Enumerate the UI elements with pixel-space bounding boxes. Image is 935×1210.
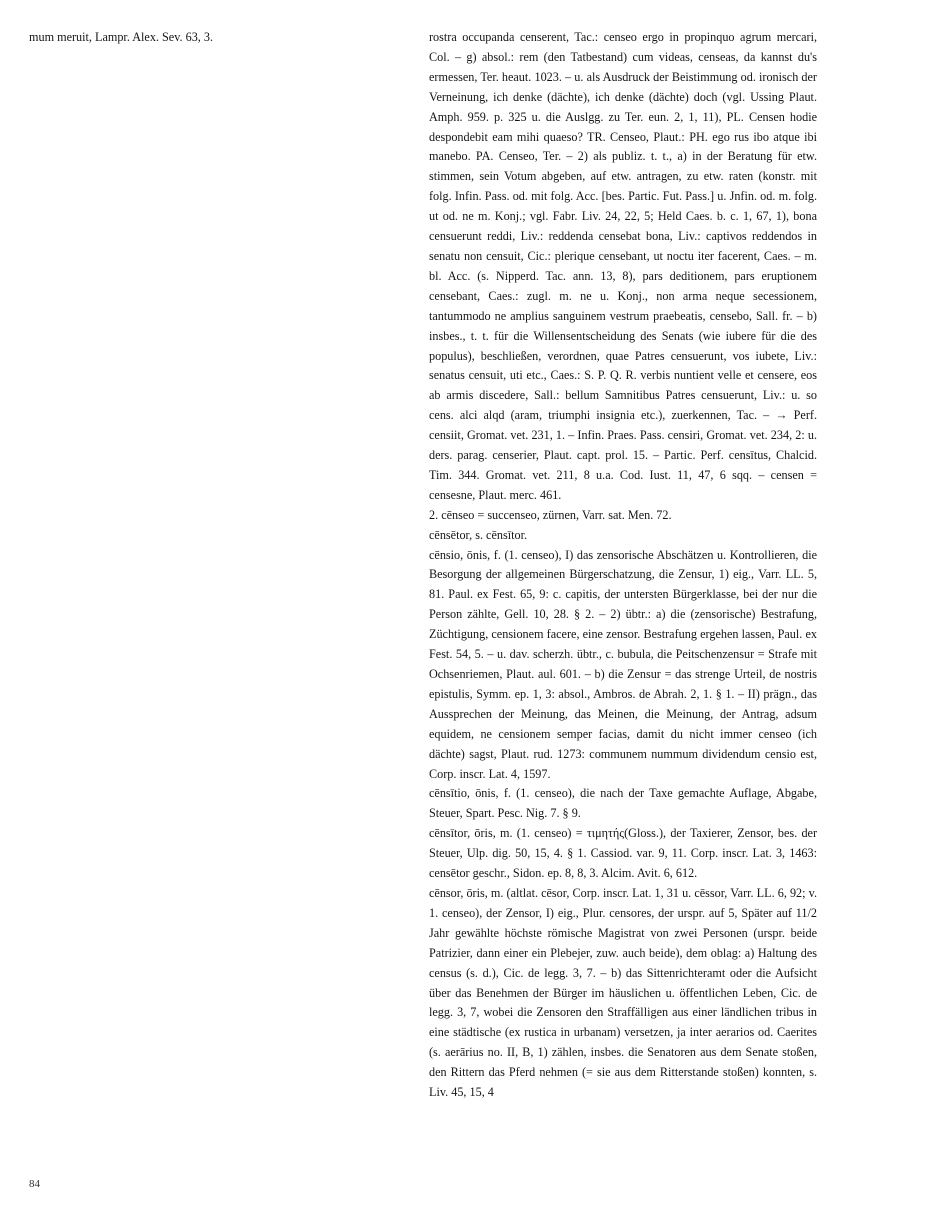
entry-censor: cēnsor, ōris, m. (altlat. cēsor, Corp. inscr. Lat. 1, 31 u. cēssor, Varr. LL. 6, 92; v. 1. censeo), der Zensor, I) eig., Plur. censores, der urspr. auf 5, Später auf 11/2 Jahr gewählte höchste römische Magistrat von zwei Personen (urspr. beide Patrizier, dann einer ein Plebejer, zuw. auch beide), dem oblag: a) Haltung des census (s. d.), Cic. de legg. 3, 7. – b) das Sittenrichteramt oder die Aufsicht über das Benehmen der Bürger im häuslichen u. öffentlichen Leben, Cic. de legg. 3, 7, wobei die Zensoren den Straffälligen aus einer ländlichen tribus in eine städtische (ex rustica in urbanam) versetzen, ja inter aerarios od. Caerites (s. aerārius no. II, B, 1) zählen, insbes. die Senatoren aus dem Senate stoßen, den Rittern das Pferd nehmen (= sie aus dem Ritterstande stoßen) konnten, s. Liv. 45, 15, 4 [429, 885, 817, 1100]
entry-censio: cēnsio, ōnis, f. (1. censeo), I) das zensorische Abschätzen u. Kontrollieren, die Besorgung der allgemeinen Bürgerschatzung, die Zensur, 1) eig., Varr. LL. 5, 81. Paul. ex Fest. 65, 9: c. capitis, der untersten Bürgerklasse, bei der nur die Person zählte, Gell. 10, 28. § 2. – 2) übtr.: a) die (zensorische) Bestrafung, Züchtigung, censionem facere, eine zensor. Bestrafung ergehen lassen, Paul. ex Fest. 54, 5. – u. dav. scherzh. übtr., c. bubula, die Peitschenzensur = Strafe mit Ochsenriemen, Plaut. aul. 601. – b) die Zensur = das strenge Urteil, de nostris epistulis, Symm. ep. 1, 3: absol., Ambros. de Abrah. 2, 1. § 1. – II) prägn., das Aussprechen der Meinung, das Meinen, die Meinung, der Antrag, adsum equidem, ne censionem semper facias, damit du nicht immer censeo (ich dächte) sagst, Plaut. rud. 1273: communem nummum dividendum censio est, Corp. inscr. Lat. 4, 1597. [429, 547, 817, 781]
right-column [429, 28, 817, 1103]
entry-continuation: rostra occupanda censerent, Tac.: censeo ergo in propinquo agrum mercari, Col. – g) absol.: rem (den Tatbestand) cum videas, censeas, da kannst du's ermessen, Ter. heaut. 1023. – u. als Ausdruck der Beistimmung od. ironisch der Verneinung, ich denke (dächte), ich denke (dächte) doch (vgl. Ussing Plaut. Amph. 959. p. 325 u. die Auslgg. zu Ter. eun. 2, 1, 11), PL. Censen hodie despondebit eam mihi quaeso? TR. Censeo, Plaut.: PH. ego rus ibo atque ibi manebo. PA. Censeo, Ter. – 2) als publiz. t. t., a) in der Beratung für etw. stimmen, sein Votum abgeben, auf etw. antragen, zu etw. raten (konstr. mit folg. Infin. Pass. od. mit folg. Acc. [bes. Partic. Fut. Pass.] u. Jnfin. od. m. folg. ut od. ne m. Konj.; vgl. Fabr. Liv. 24, 22, 5; Held Caes. b. c. 1, 67, 1), bona censuerunt reddi, Liv.: reddenda censebat bona, Liv.: captivos reddendos in senatu non censuit, Cic.: plerique censebant, ut noctu iter facerent, Caes. – m. bl. Acc. (s. Nipperd. Tac. ann. 13, 8), pars deditionem, pars eruptionem censebant, Caes.: zugl. m. ne u. Konj., non arma neque secessionem, tantummodo ne amplius sanguinem vestrum praebeatis, censebo, Sall. fr. – b) insbes., t. t. für die Willensentscheidung des Senats (wie iubere für die des populus), beschließen, verordnen, quae Patres censuerunt, vos iubete, Liv.: senatus censuit, uti etc., Caes.: S. P. Q. R. verbis nuntient velle et censere, eos ab armis discedere, Sall.: bellum Samnitibus Patres censuerunt, Liv.: u. so cens. alci alqd (aram, triumphi insignia etc.), zuerkennen, Tac. – → Perf. censiit, Gromat. vet. 231, 1. – Infin. Praes. Pass. censiri, Gromat. vet. 234, 2: u. ders. parag. censerier, Plaut. capt. prol. 15. – Partic. Perf. censītus, Chalcid. Tim. 344. Gromat. vet. 211, 8 u.a. Cod. Iust. 11, 47, 6 sqq. – censen = censesne, Plaut. merc. 461. [429, 30, 817, 502]
entry-censetor: cēnsētor, s. cēnsītor. [429, 527, 527, 542]
page-number: 84 [29, 1178, 40, 1190]
left-column [29, 28, 417, 48]
entry-censitor: cēnsītor, ōris, m. (1. censeo) = τιμητής(Gloss.), der Taxierer, Zensor, bes. der Steuer, Ulp. dig. 50, 15, 4. § 1. Cassiod. var. 9, 11. Corp. inscr. Lat. 3, 1463: censētor geschr., Sidon. ep. 8, 8, 3. Alcim. Avit. 6, 612. [429, 826, 817, 881]
entry-censitio: cēnsītio, ōnis, f. (1. censeo), die nach der Taxe gemachte Auflage, Abgabe, Steuer, Spart. Pesc. Nig. 7. § 9. [429, 786, 817, 821]
entry-censeo-2: 2. cēnseo = succenseo, zürnen, Varr. sat. Men. 72. [429, 507, 672, 522]
entry-fragment: mum meruit, Lampr. Alex. Sev. 63, 3. [29, 30, 214, 44]
